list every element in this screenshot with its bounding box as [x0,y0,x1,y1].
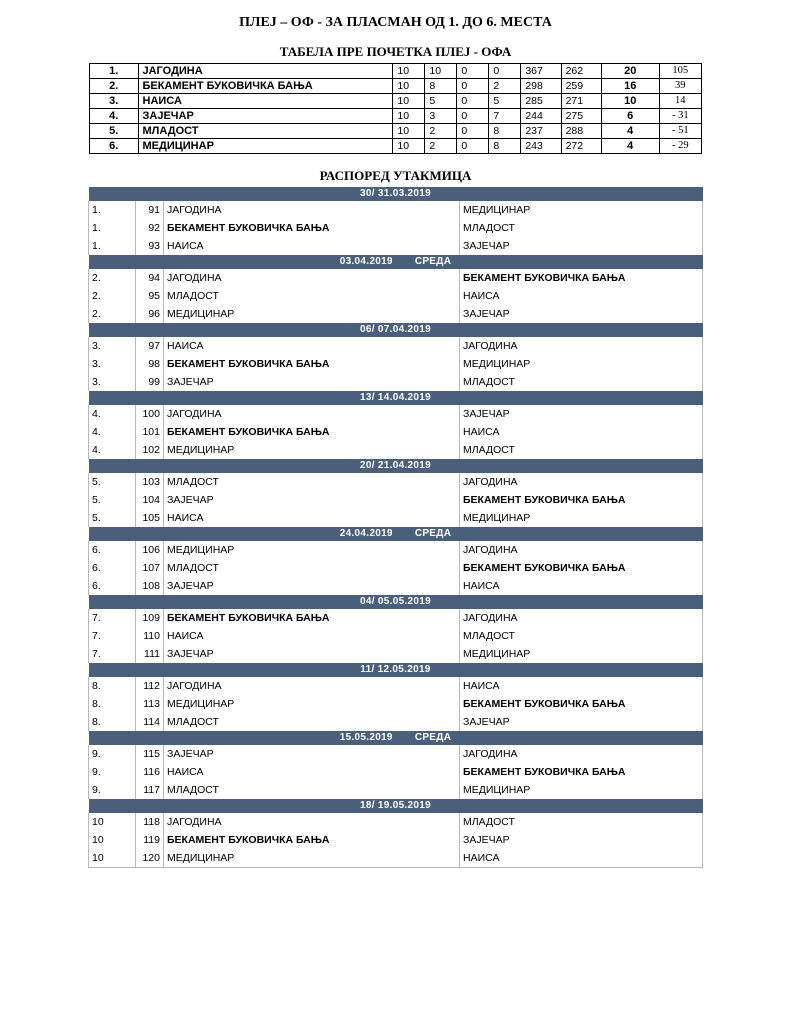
round-date: 04/ 05.05.2019 [360,596,431,607]
away-team: МЛАДОСТ [460,441,703,459]
match-row [89,355,703,373]
losses: 8 [489,124,521,139]
match-number: 119 [136,831,164,849]
match-number: 97 [136,337,164,355]
round-date: 15.05.2019 [339,732,393,743]
home-team: ЈАГОДИНА [164,677,460,695]
home-team: ЗАЈЕЧАР [164,577,460,595]
home-team: МЕДИЦИНАР [164,305,460,323]
round-date: 11/ 12.05.2019 [360,664,431,675]
match-row [89,813,703,831]
round-date-cell [89,323,703,337]
standings-table [89,63,702,154]
wins: 8 [425,79,457,94]
round-number: 1. [89,237,136,255]
round-number: 1. [89,201,136,219]
away-team: НАИСА [460,423,703,441]
match-number: 102 [136,441,164,459]
games-played: 10 [393,94,425,109]
standing-position: 1. [90,64,139,79]
away-team: МЕДИЦИНАР [460,355,703,373]
home-team: ЈАГОДИНА [164,813,460,831]
away-team: БЕКАМЕНТ БУКОВИЧКА БАЊА [460,269,703,287]
home-team: МЛАДОСТ [164,713,460,731]
standings-row [90,79,702,94]
match-number: 120 [136,849,164,868]
score-difference: - 51 [659,124,701,139]
games-played: 10 [393,109,425,124]
losses: 8 [489,139,521,154]
home-team: БЕКАМЕНТ БУКОВИЧКА БАЊА [164,831,460,849]
schedule-title: РАСПОРЕД УТАКМИЦА [319,168,472,183]
standings-row [90,109,702,124]
round-date-cell [89,459,703,473]
home-team: БЕКАМЕНТ БУКОВИЧКА БАЊА [164,609,460,627]
round-number: 5. [89,491,136,509]
score-difference: - 31 [659,109,701,124]
round-number: 9. [89,781,136,799]
round-number: 7. [89,627,136,645]
table-points: 16 [601,79,659,94]
match-number: 94 [136,269,164,287]
round-date-header [89,663,703,677]
score-difference: - 29 [659,139,701,154]
home-team: НАИСА [164,763,460,781]
schedule-table [88,187,703,868]
away-team: ЗАЈЕЧАР [460,305,703,323]
round-date-cell [89,799,703,813]
points-against: 288 [561,124,601,139]
draws: 0 [457,124,489,139]
home-team: МЛАДОСТ [164,473,460,491]
away-team: ЈАГОДИНА [460,473,703,491]
wins: 5 [425,94,457,109]
match-number: 109 [136,609,164,627]
standings-row [90,124,702,139]
round-date-header [89,731,703,745]
losses: 2 [489,79,521,94]
round-number: 2. [89,269,136,287]
round-number: 3. [89,355,136,373]
away-team: НАИСА [460,577,703,595]
away-team: МЛАДОСТ [460,813,703,831]
draws: 0 [457,109,489,124]
match-number: 91 [136,201,164,219]
match-row [89,269,703,287]
team-name: БЕКАМЕНТ БУКОВИЧКА БАЊА [138,79,393,94]
away-team: НАИСА [460,287,703,305]
round-date-header [89,459,703,473]
match-row [89,423,703,441]
round-date: 03.04.2019 [339,256,393,267]
standing-position: 4. [90,109,139,124]
wins: 10 [425,64,457,79]
draws: 0 [457,64,489,79]
round-date-cell [89,731,703,745]
away-team: МЕДИЦИНАР [460,201,703,219]
away-team: МЛАДОСТ [460,219,703,237]
away-team: МЕДИЦИНАР [460,645,703,663]
games-played: 10 [393,124,425,139]
round-number: 10 [89,849,136,868]
round-date: 06/ 07.04.2019 [360,324,431,335]
match-row [89,849,703,868]
round-number: 2. [89,305,136,323]
points-for: 285 [521,94,561,109]
away-team: БЕКАМЕНТ БУКОВИЧКА БАЊА [460,491,703,509]
match-number: 112 [136,677,164,695]
points-against: 272 [561,139,601,154]
round-number: 8. [89,695,136,713]
points-against: 275 [561,109,601,124]
round-number: 8. [89,713,136,731]
standings-row [90,94,702,109]
away-team: ЈАГОДИНА [460,337,703,355]
match-number: 104 [136,491,164,509]
match-row [89,373,703,391]
standings-title: ТАБЕЛА ПРЕ ПОЧЕТКА ПЛЕЈ - ОФА [279,44,512,59]
away-team: МЕДИЦИНАР [460,781,703,799]
points-for: 243 [521,139,561,154]
home-team: БЕКАМЕНТ БУКОВИЧКА БАЊА [164,423,460,441]
table-points: 20 [601,64,659,79]
home-team: МЛАДОСТ [164,559,460,577]
match-row [89,695,703,713]
away-team: ЗАЈЕЧАР [460,405,703,423]
wins: 3 [425,109,457,124]
home-team: ЈАГОДИНА [164,201,460,219]
match-row [89,473,703,491]
score-difference: 39 [659,79,701,94]
losses: 0 [489,64,521,79]
match-row [89,491,703,509]
away-team: ЗАЈЕЧАР [460,237,703,255]
home-team: БЕКАМЕНТ БУКОВИЧКА БАЊА [164,355,460,373]
match-number: 99 [136,373,164,391]
round-number: 5. [89,473,136,491]
match-row [89,305,703,323]
round-date-header [89,323,703,337]
home-team: НАИСА [164,337,460,355]
round-date-cell [89,255,703,269]
match-number: 111 [136,645,164,663]
match-row [89,201,703,219]
round-date: 30/ 31.03.2019 [360,188,431,199]
match-row [89,541,703,559]
away-team: МЛАДОСТ [460,373,703,391]
away-team: ЈАГОДИНА [460,609,703,627]
round-date: 20/ 21.04.2019 [360,460,431,471]
games-played: 10 [393,79,425,94]
table-points: 4 [601,124,659,139]
team-name: ЈАГОДИНА [138,64,393,79]
round-date-header [89,391,703,405]
round-date-cell [89,391,703,405]
points-for: 367 [521,64,561,79]
match-row [89,219,703,237]
match-row [89,441,703,459]
score-difference: 105 [659,64,701,79]
match-row [89,287,703,305]
team-name: МЛАДОСТ [138,124,393,139]
losses: 5 [489,94,521,109]
away-team: БЕКАМЕНТ БУКОВИЧКА БАЊА [460,559,703,577]
round-date-cell [89,527,703,541]
match-row [89,627,703,645]
home-team: МЛАДОСТ [164,287,460,305]
match-number: 108 [136,577,164,595]
round-number: 4. [89,405,136,423]
round-number: 7. [89,645,136,663]
round-number: 3. [89,337,136,355]
round-weekday: СРЕДА [414,528,452,539]
round-number: 8. [89,677,136,695]
away-team: НАИСА [460,677,703,695]
round-weekday: СРЕДА [414,732,452,743]
round-number: 6. [89,559,136,577]
team-name: ЗАЈЕЧАР [138,109,393,124]
home-team: МЕДИЦИНАР [164,849,460,868]
draws: 0 [457,94,489,109]
match-number: 116 [136,763,164,781]
table-points: 10 [601,94,659,109]
round-number: 9. [89,745,136,763]
round-number: 10 [89,831,136,849]
match-row [89,237,703,255]
home-team: НАИСА [164,237,460,255]
round-number: 4. [89,441,136,459]
standing-position: 5. [90,124,139,139]
away-team: ЈАГОДИНА [460,541,703,559]
match-number: 101 [136,423,164,441]
round-number: 3. [89,373,136,391]
away-team: БЕКАМЕНТ БУКОВИЧКА БАЊА [460,763,703,781]
home-team: МЛАДОСТ [164,781,460,799]
standings-row [90,139,702,154]
home-team: ЗАЈЕЧАР [164,645,460,663]
home-team: БЕКАМЕНТ БУКОВИЧКА БАЊА [164,219,460,237]
home-team: МЕДИЦИНАР [164,541,460,559]
match-number: 92 [136,219,164,237]
points-against: 259 [561,79,601,94]
home-team: МЕДИЦИНАР [164,441,460,459]
round-number: 9. [89,763,136,781]
match-number: 106 [136,541,164,559]
points-for: 237 [521,124,561,139]
table-points: 6 [601,109,659,124]
away-team: ЗАЈЕЧАР [460,713,703,731]
home-team: ЗАЈЕЧАР [164,745,460,763]
match-number: 117 [136,781,164,799]
table-points: 4 [601,139,659,154]
standing-position: 3. [90,94,139,109]
away-team: БЕКАМЕНТ БУКОВИЧКА БАЊА [460,695,703,713]
match-number: 93 [136,237,164,255]
match-number: 105 [136,509,164,527]
match-number: 107 [136,559,164,577]
away-team: ЗАЈЕЧАР [460,831,703,849]
match-number: 115 [136,745,164,763]
round-number: 7. [89,609,136,627]
match-number: 98 [136,355,164,373]
match-number: 103 [136,473,164,491]
match-row [89,745,703,763]
round-number: 6. [89,577,136,595]
losses: 7 [489,109,521,124]
round-date-cell [89,187,703,201]
match-row [89,713,703,731]
draws: 0 [457,79,489,94]
home-team: НАИСА [164,627,460,645]
round-date: 18/ 19.05.2019 [360,800,431,811]
match-number: 96 [136,305,164,323]
round-number: 4. [89,423,136,441]
round-date-header [89,187,703,201]
match-row [89,337,703,355]
standing-position: 2. [90,79,139,94]
round-number: 2. [89,287,136,305]
team-name: МЕДИЦИНАР [138,139,393,154]
round-date-cell [89,663,703,677]
document-title: ПЛЕЈ – ОФ - ЗА ПЛАСМАН ОД 1. ДО 6. МЕСТА [239,15,552,30]
team-name: НАИСА [138,94,393,109]
match-row [89,509,703,527]
draws: 0 [457,139,489,154]
match-row [89,609,703,627]
match-row [89,559,703,577]
match-row [89,763,703,781]
round-date-header [89,527,703,541]
round-date-header [89,799,703,813]
match-row [89,577,703,595]
points-against: 271 [561,94,601,109]
points-against: 262 [561,64,601,79]
away-team: ЈАГОДИНА [460,745,703,763]
match-number: 113 [136,695,164,713]
wins: 2 [425,139,457,154]
match-number: 114 [136,713,164,731]
score-difference: 14 [659,94,701,109]
match-row [89,405,703,423]
round-date-header [89,255,703,269]
round-date-header [89,595,703,609]
round-weekday: СРЕДА [414,256,452,267]
wins: 2 [425,124,457,139]
round-date: 13/ 14.04.2019 [360,392,431,403]
standing-position: 6. [90,139,139,154]
round-number: 6. [89,541,136,559]
round-number: 10 [89,813,136,831]
match-row [89,831,703,849]
round-date: 24.04.2019 [339,528,393,539]
games-played: 10 [393,139,425,154]
games-played: 10 [393,64,425,79]
home-team: НАИСА [164,509,460,527]
away-team: МЕДИЦИНАР [460,509,703,527]
match-row [89,781,703,799]
round-number: 5. [89,509,136,527]
match-number: 95 [136,287,164,305]
match-number: 100 [136,405,164,423]
home-team: ЈАГОДИНА [164,269,460,287]
match-row [89,645,703,663]
home-team: МЕДИЦИНАР [164,695,460,713]
match-number: 118 [136,813,164,831]
match-row [89,677,703,695]
points-for: 244 [521,109,561,124]
points-for: 298 [521,79,561,94]
away-team: МЛАДОСТ [460,627,703,645]
home-team: ЈАГОДИНА [164,405,460,423]
round-number: 1. [89,219,136,237]
round-date-cell [89,595,703,609]
standings-row [90,64,702,79]
match-number: 110 [136,627,164,645]
home-team: ЗАЈЕЧАР [164,373,460,391]
away-team: НАИСА [460,849,703,868]
home-team: ЗАЈЕЧАР [164,491,460,509]
